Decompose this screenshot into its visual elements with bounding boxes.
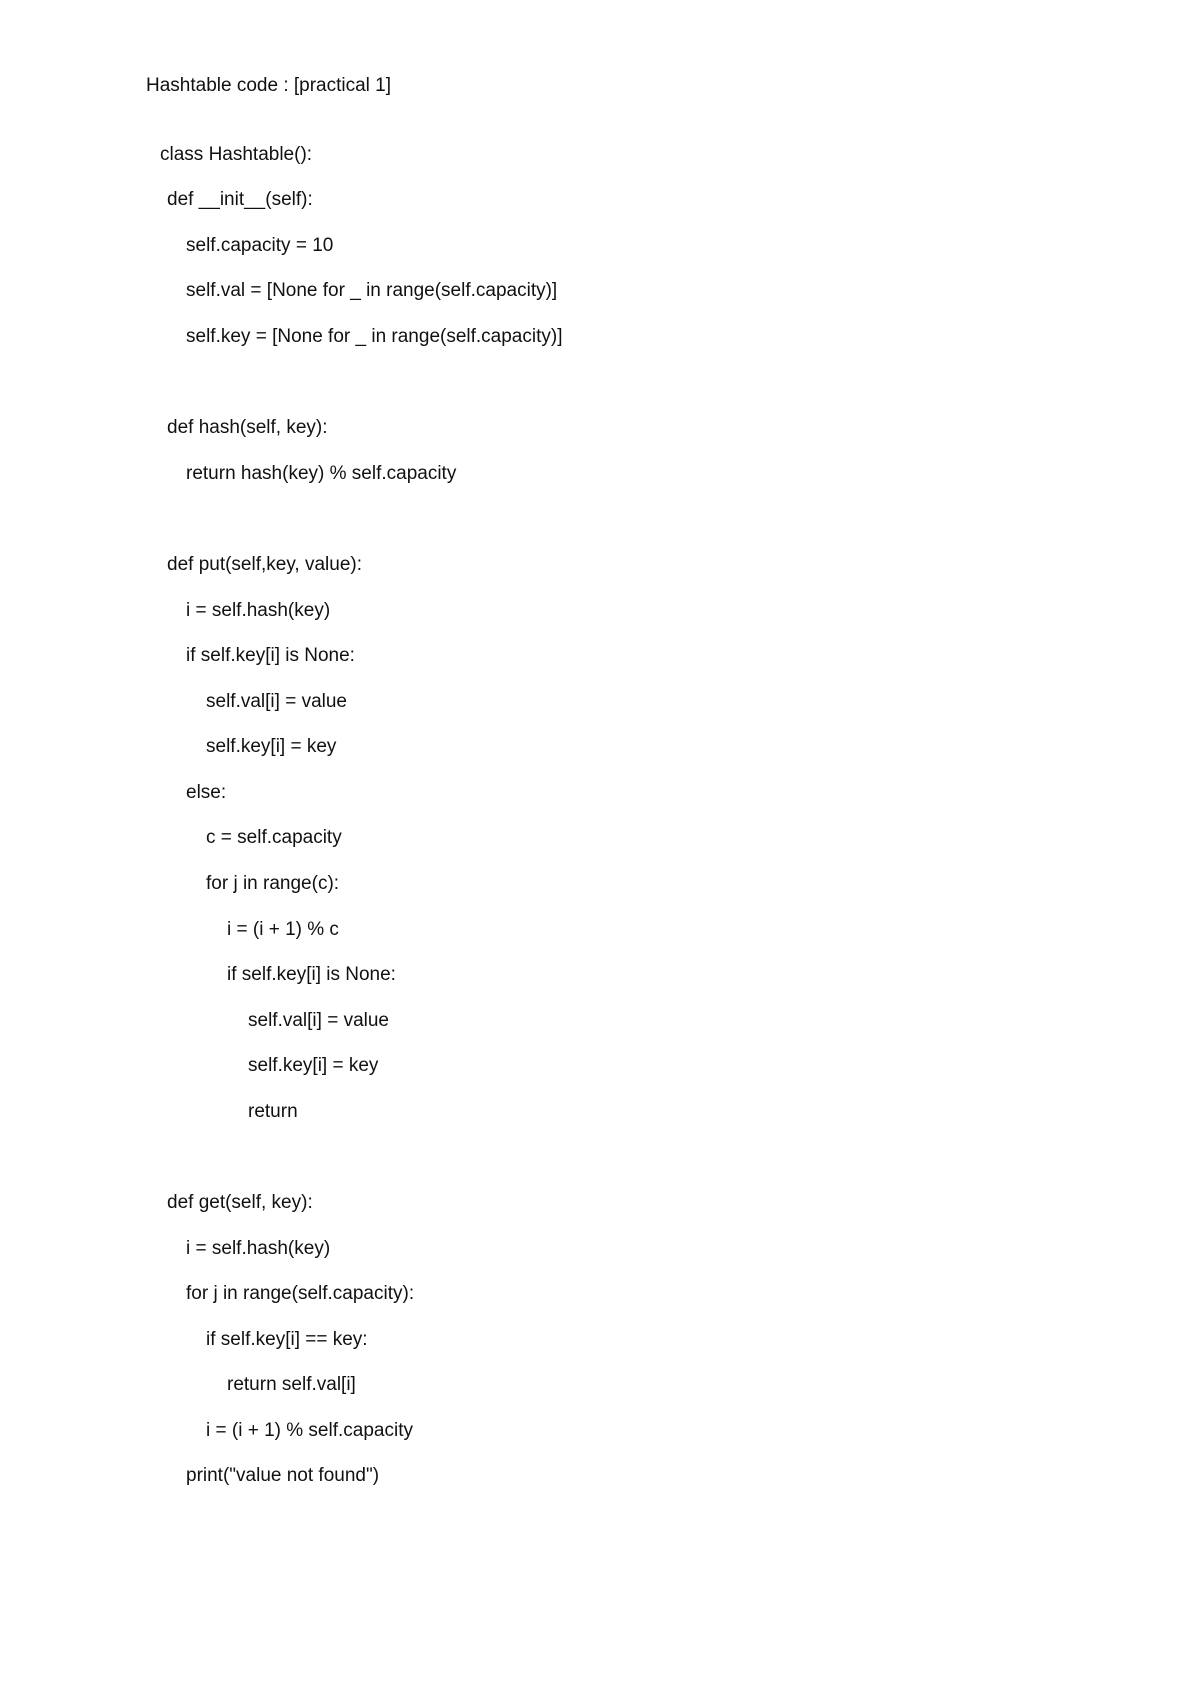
code-line: i = self.hash(key) xyxy=(186,1238,331,1259)
code-line: def hash(self, key): xyxy=(167,417,328,438)
code-line: def get(self, key): xyxy=(167,1192,313,1213)
code-line: def __init__(self): xyxy=(167,189,313,210)
code-line: return hash(key) % self.capacity xyxy=(186,463,457,484)
code-line: c = self.capacity xyxy=(206,827,342,848)
code-line: for j in range(c): xyxy=(206,873,340,894)
code-line: print("value not found") xyxy=(186,1465,380,1486)
code-line: else: xyxy=(186,782,227,803)
code-line: class Hashtable(): xyxy=(160,144,313,165)
code-line: self.val[i] = value xyxy=(248,1010,389,1031)
code-line: self.key = [None for _ in range(self.capacity)] xyxy=(186,326,563,347)
document-title: Hashtable code : [practical 1] xyxy=(146,75,392,96)
code-line: self.key[i] = key xyxy=(206,736,337,757)
code-line: if self.key[i] is None: xyxy=(186,645,355,666)
code-line: i = (i + 1) % c xyxy=(227,919,339,940)
code-line: self.val = [None for _ in range(self.capacity)] xyxy=(186,280,558,301)
code-line: self.capacity = 10 xyxy=(186,235,334,256)
code-line: return self.val[i] xyxy=(227,1374,356,1395)
code-line: if self.key[i] is None: xyxy=(227,964,396,985)
code-line: def put(self,key, value): xyxy=(167,554,363,575)
code-line: i = (i + 1) % self.capacity xyxy=(206,1420,413,1441)
code-line: return xyxy=(248,1101,298,1122)
code-line: self.val[i] = value xyxy=(206,691,347,712)
code-line: i = self.hash(key) xyxy=(186,600,331,621)
code-line: for j in range(self.capacity): xyxy=(186,1283,415,1304)
code-line: if self.key[i] == key: xyxy=(206,1329,368,1350)
code-line: self.key[i] = key xyxy=(248,1055,379,1076)
